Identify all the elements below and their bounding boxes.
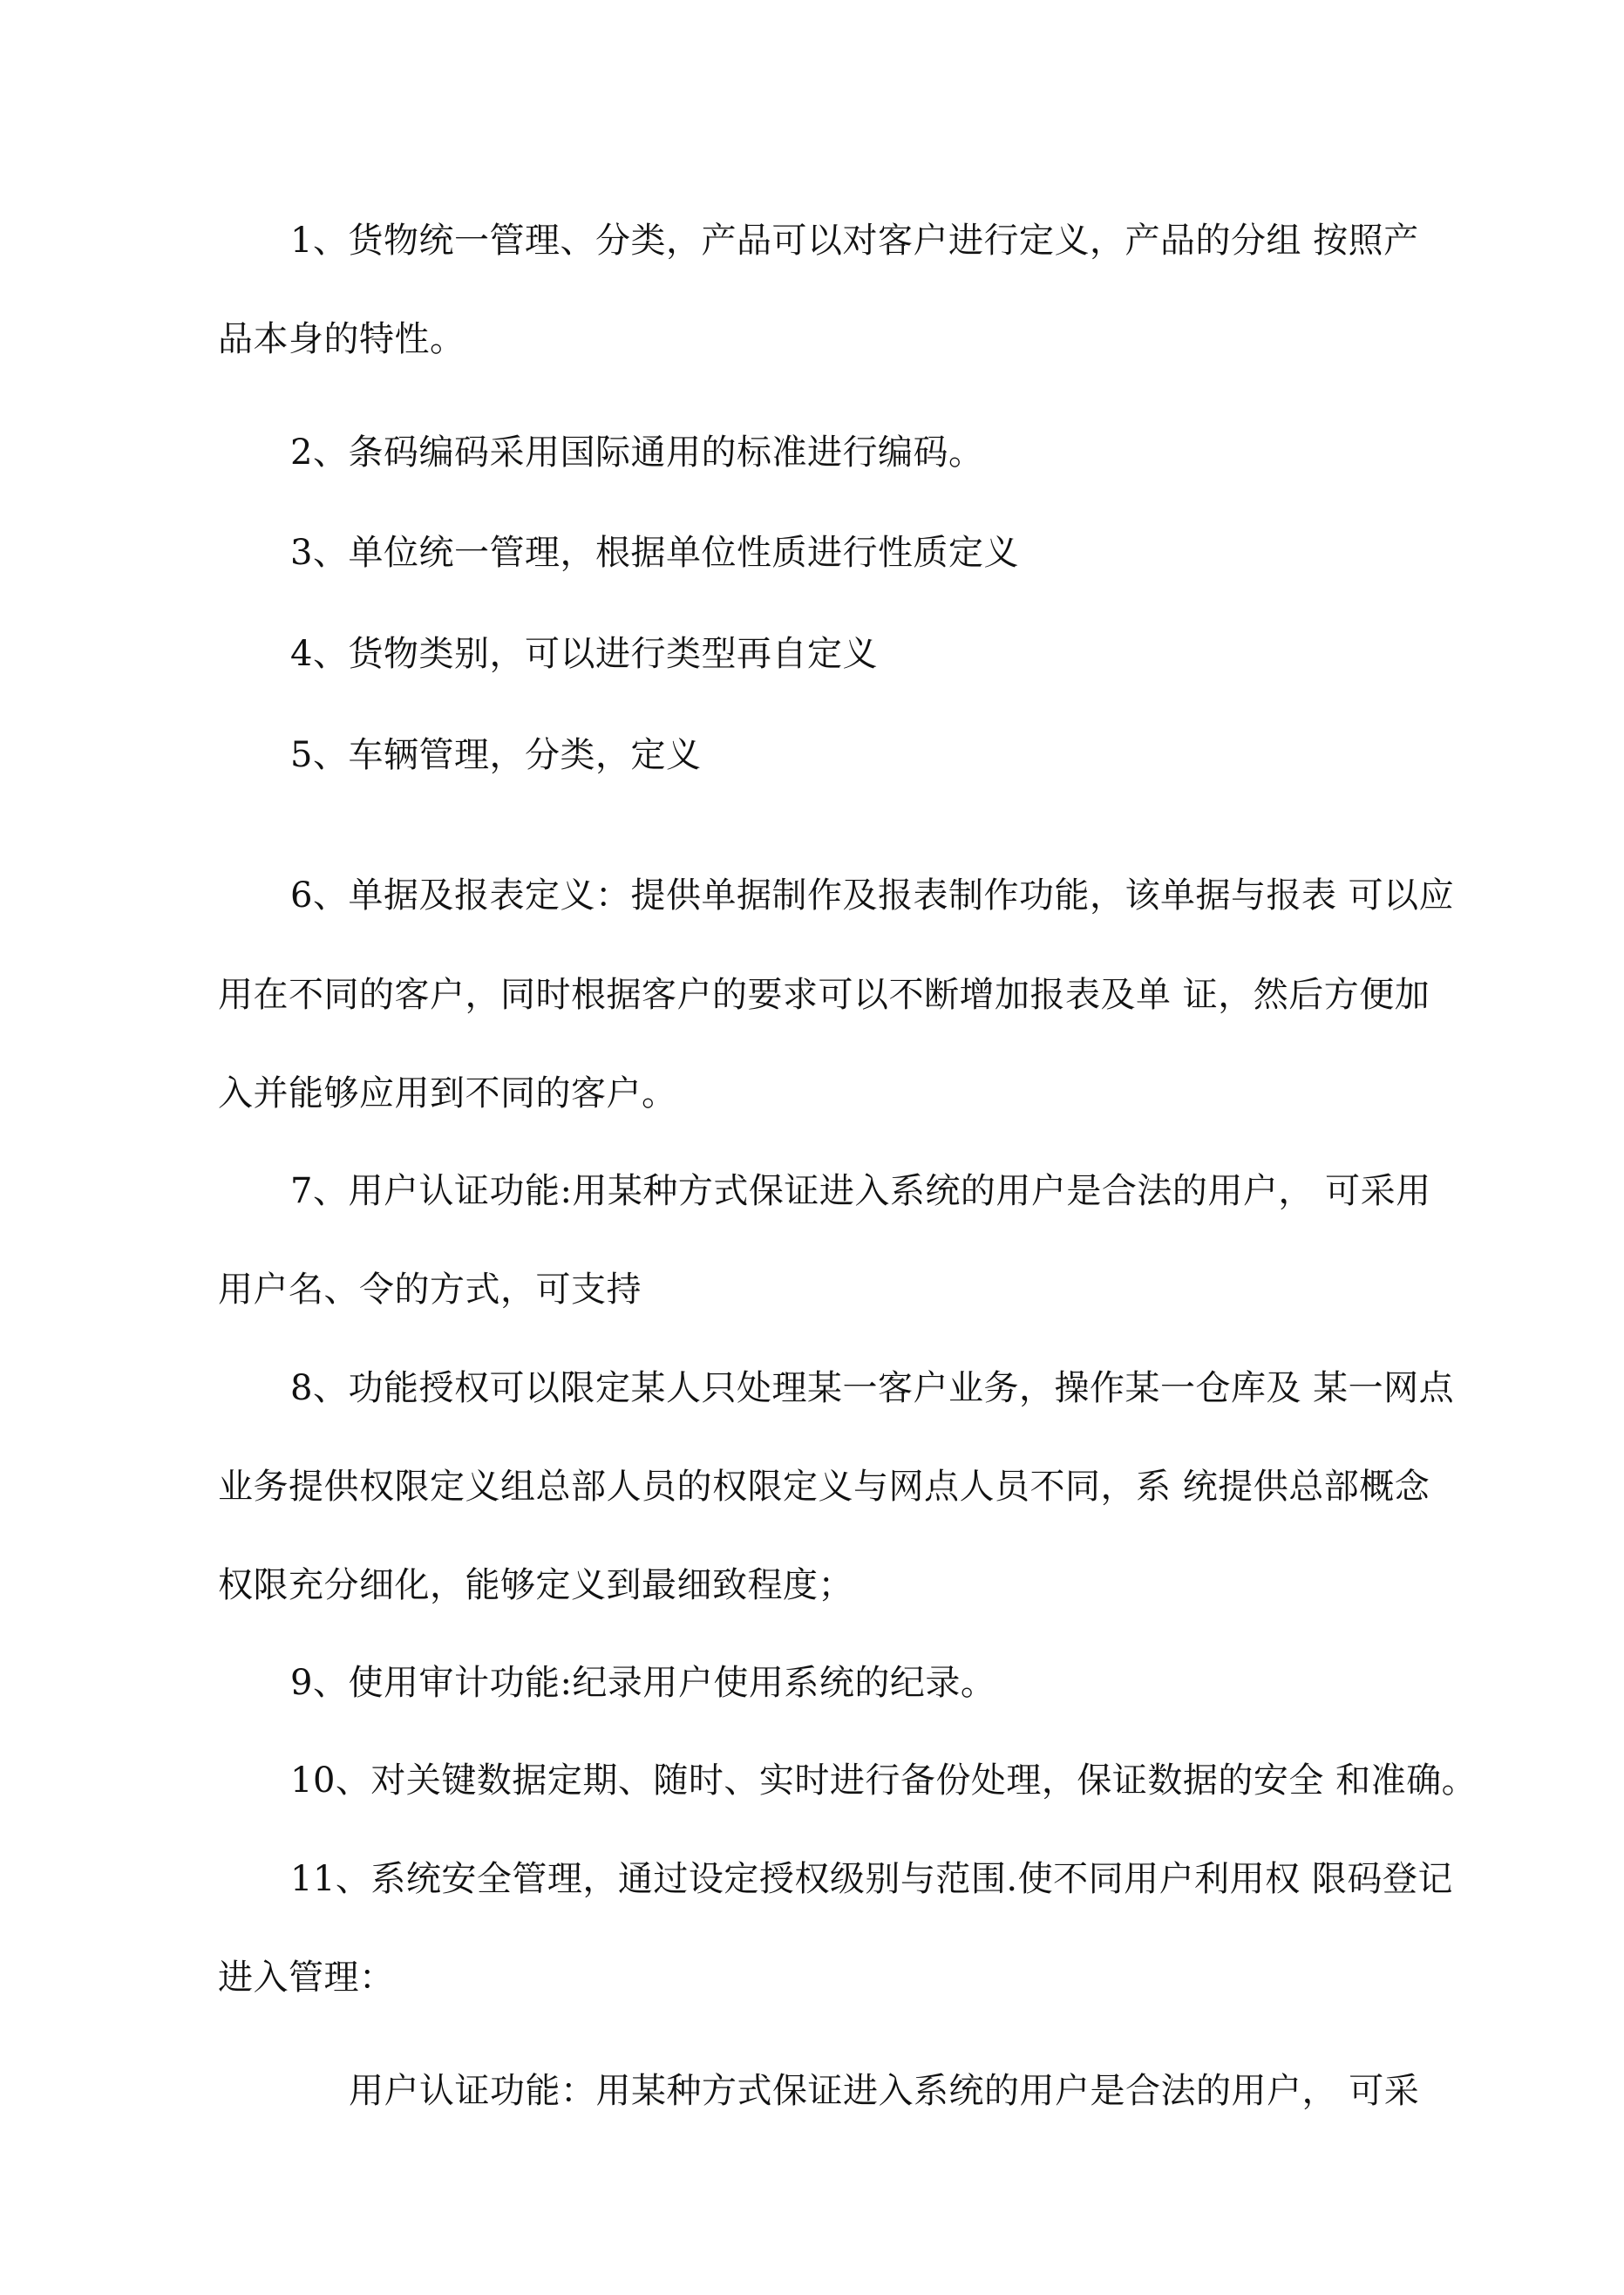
paragraph-1-line-2: 品本身的特性。 (218, 319, 465, 359)
paragraph-7-line-2: 用户名、令的方式，可支持 (218, 1270, 642, 1310)
paragraph-11-line-2: 进入管理： (218, 1958, 395, 1998)
paragraph-2-line-1: 2、条码编码采用国际通用的标准进行编码。 (290, 432, 984, 473)
paragraph-11-line-1: 11、系统安全管理，通过设定授权级别与范围.使不同用户利用权 限码登记 (290, 1859, 1453, 1899)
paragraph-3-line-1: 3、单位统一管理，根据单位性质进行性质定义 (290, 533, 1019, 573)
paragraph-6-line-3: 入并能够应用到不同的客户。 (218, 1073, 677, 1113)
paragraph-12-line-1: 用户认证功能：用某种方式保证进入系统的用户是合法的用户， 可采 (349, 2071, 1420, 2111)
paragraph-6-line-1: 6、单据及报表定义：提供单据制作及报表制作功能，该单据与报表 可以应 (290, 875, 1455, 916)
paragraph-5-line-1: 5、车辆管理，分类，定义 (290, 735, 702, 775)
paragraph-6-line-2: 用在不同的客户，同时根据客户的要求可以不断增加报表及单 证，然后方便加 (218, 975, 1430, 1015)
paragraph-8-line-3: 权限充分细化，能够定义到最细致程度； (218, 1565, 853, 1605)
paragraph-9-line-1: 9、使用审计功能:纪录用户使用系统的纪录。 (290, 1663, 996, 1703)
paragraph-10-line-1: 10、对关键数据定期、随时、实时进行备份处理，保证数据的安全 和准确。 (290, 1760, 1478, 1801)
paragraph-8-line-2: 业务提供权限定义组总部人员的权限定义与网点人员不同，系 统提供总部概念 (218, 1467, 1430, 1507)
paragraph-4-line-1: 4、货物类别，可以进行类型再自定义 (290, 634, 878, 674)
paragraph-8-line-1: 8、功能授权可以限定某人只处理某一客户业务，操作某一仓库及 某一网点 (290, 1368, 1455, 1408)
paragraph-7-line-1: 7、用户认证功能:用某种方式保证进入系统的用户是合法的用户， 可采用 (290, 1171, 1431, 1211)
paragraph-1-line-1: 1、货物统一管理、分类，产品可以对客户进行定义，产品的分组 按照产 (290, 221, 1419, 261)
